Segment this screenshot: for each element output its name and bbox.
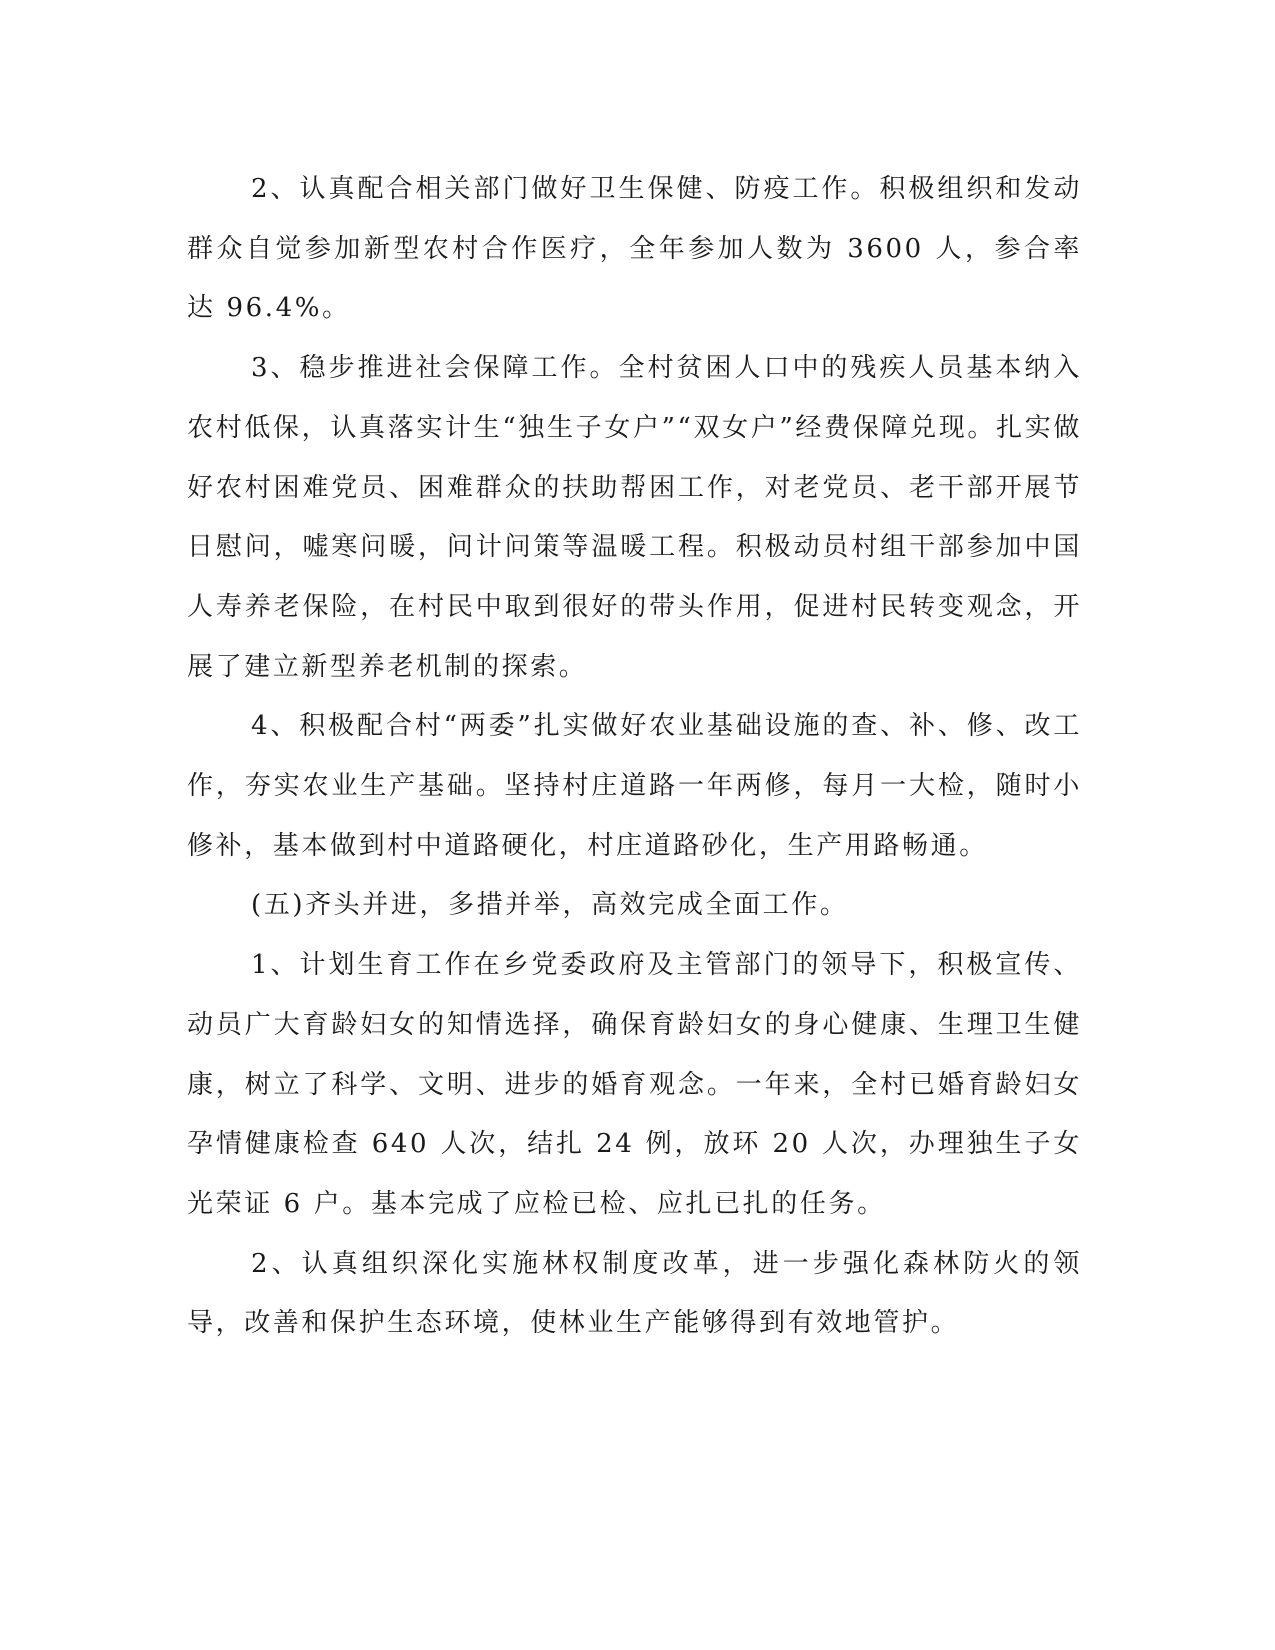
paragraph-social-security: 3、稳步推进社会保障工作。全村贫困人口中的残疾人员基本纳入农村低保，认真落实计生“独生子女户”“双女户”经费保障兑现。扎实做好农村困难党员、困难群众的扶助帮困工作，对老党员、老干部开展节日慰问，嘘寒问暖，问计问策等温暖工程。积极动员村组干部参加中国人寿养老保险，在村民中取到很好的带头作用，促进村民转变观念，开展了建立新型养老机制的探索。	[187, 353, 1082, 682]
paragraph-agricultural-infrastructure: 4、积极配合村“两委”扎实做好农业基础设施的查、补、修、改工作，夯实农业生产基础。坚持村庄道路一年两修，每月一大检，随时小修补，基本做到村中道路硬化，村庄道路砂化，生产用路畅通。	[187, 711, 1082, 861]
document-body	[187, 160, 1082, 1354]
paragraph-forestry-reform: 2、认真组织深化实施林权制度改革，进一步强化森林防火的领导，改善和保护生态环境，使林业生产能够得到有效地管护。	[187, 1248, 1082, 1339]
paragraph-health-cooperative-medical: 2、认真配合相关部门做好卫生保健、防疫工作。积极组织和发动群众自觉参加新型农村合作医疗，全年参加人数为 3600 人，参合率达 96.4%。	[187, 174, 1082, 324]
paragraph-family-planning: 1、计划生育工作在乡党委政府及主管部门的领导下，积极宣传、动员广大育龄妇女的知情选择，确保育龄妇女的身心健康、生理卫生健康，树立了科学、文明、进步的婚育观念。一年来，全村已婚育龄妇女孕情健康检查 640 人次，结扎 24 例，放环 20 人次，办理独生子女光荣证 6 户。基本完成了应检已检、应扎已扎的任务。	[187, 950, 1082, 1219]
section-heading-five: (五)齐头并进，多措并举，高效完成全面工作。	[251, 890, 849, 921]
